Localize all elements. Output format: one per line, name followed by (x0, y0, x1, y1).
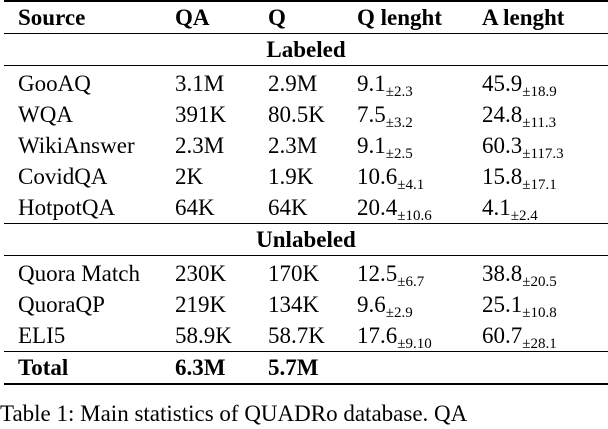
source-cell (4, 256, 161, 290)
empty-cell (468, 352, 608, 385)
a-length-cell-value: 45.9 (482, 71, 523, 96)
table-row (4, 289, 608, 320)
q-length-cell-std-dev: ±9.10 (397, 336, 432, 352)
header-q-length: Q lenght (343, 1, 468, 34)
q-length-cell-std-dev: ±2.9 (385, 305, 413, 321)
q-length-cell-std-dev: ±3.2 (385, 115, 413, 131)
q-length-cell-std-dev: ±6.7 (397, 274, 425, 290)
a-length-cell-std-dev: ±2.4 (510, 208, 538, 224)
source-cell (4, 161, 161, 192)
a-length-cell-std-dev: ±18.9 (522, 84, 557, 100)
table-caption: Table 1: Main statistics of QUADRo database. QA (0, 401, 468, 426)
q-length-cell (343, 289, 468, 320)
q-count-cell-value: 2.3M (268, 133, 318, 158)
source-cell (4, 99, 161, 130)
qa-count-cell-value: 2K (175, 164, 204, 189)
a-length-cell-std-dev: ±17.1 (522, 177, 557, 193)
q-count-cell (254, 289, 343, 320)
q-length-cell-std-dev: ±4.1 (397, 177, 425, 193)
header-q: Q (254, 1, 343, 34)
qa-count-cell (161, 161, 254, 192)
source-cell-value: HotpotQA (18, 195, 116, 220)
a-length-cell-value: 25.1 (482, 292, 523, 317)
q-count-cell (254, 66, 343, 100)
q-length-cell (343, 66, 468, 100)
a-length-cell-value: 15.8 (482, 164, 523, 189)
total-label (4, 352, 161, 385)
q-count-cell (254, 161, 343, 192)
a-length-cell-std-dev: ±117.3 (522, 146, 564, 162)
source-cell-value: ELI5 (18, 323, 66, 348)
total-label-value: Total (18, 355, 69, 380)
q-count-cell (254, 130, 343, 161)
qa-count-cell-value: 3.1M (175, 71, 225, 96)
q-length-cell (343, 99, 468, 130)
a-length-cell (468, 99, 608, 130)
source-cell (4, 130, 161, 161)
a-length-cell (468, 192, 608, 224)
q-count-cell-value: 64K (268, 195, 308, 220)
source-cell-value: WikiAnswer (18, 133, 135, 158)
q-length-cell-value: 9.6 (357, 292, 386, 317)
header-qa: QA (161, 1, 254, 34)
total-row (4, 352, 608, 385)
q-count-cell-value: 80.5K (268, 102, 325, 127)
q-length-cell-value: 10.6 (357, 164, 398, 189)
qa-count-cell-value: 230K (175, 261, 227, 286)
header-a-length: A lenght (468, 1, 608, 34)
source-cell (4, 289, 161, 320)
a-length-cell-value: 4.1 (482, 195, 511, 220)
table-row (4, 161, 608, 192)
header-source: Source (4, 1, 161, 34)
q-length-cell (343, 320, 468, 352)
a-length-cell-std-dev: ±20.5 (522, 274, 557, 290)
q-length-cell-value: 9.1 (357, 71, 386, 96)
q-length-cell (343, 161, 468, 192)
table-row (4, 320, 608, 352)
q-count-cell (254, 99, 343, 130)
section-row (4, 34, 608, 66)
qa-count-cell (161, 320, 254, 352)
qa-count-cell (161, 66, 254, 100)
qa-count-cell (161, 256, 254, 290)
qa-count-cell-value: 58.9K (175, 323, 232, 348)
q-length-cell (343, 192, 468, 224)
qa-count-cell-value: 64K (175, 195, 215, 220)
a-length-cell-value: 24.8 (482, 102, 523, 127)
q-count-cell-value: 2.9M (268, 71, 318, 96)
total-q (254, 352, 343, 385)
a-length-cell (468, 161, 608, 192)
source-cell-value: Quora Match (18, 261, 140, 286)
q-length-cell-std-dev: ±2.3 (385, 84, 413, 100)
section-row (4, 224, 608, 256)
total-qa (161, 352, 254, 385)
total-q-value: 5.7M (268, 355, 319, 380)
q-length-cell (343, 130, 468, 161)
a-length-cell-value: 60.3 (482, 133, 523, 158)
q-count-cell (254, 320, 343, 352)
qa-count-cell (161, 192, 254, 224)
source-cell-value: WQA (18, 102, 73, 127)
empty-cell (343, 352, 468, 385)
q-length-cell-value: 17.6 (357, 323, 398, 348)
source-cell-value: QuoraQP (18, 292, 105, 317)
table-row (4, 192, 608, 224)
q-count-cell-value: 170K (268, 261, 320, 286)
a-length-cell (468, 256, 608, 290)
q-length-cell-std-dev: ±10.6 (397, 208, 432, 224)
a-length-cell (468, 289, 608, 320)
table-row (4, 256, 608, 290)
qa-count-cell (161, 130, 254, 161)
q-count-cell-value: 1.9K (268, 164, 314, 189)
a-length-cell-std-dev: ±10.8 (522, 305, 557, 321)
a-length-cell (468, 130, 608, 161)
statistics-table (4, 0, 608, 385)
q-length-cell-value: 7.5 (357, 102, 386, 127)
source-cell (4, 320, 161, 352)
qa-count-cell (161, 289, 254, 320)
table-row (4, 130, 608, 161)
a-length-cell-value: 60.7 (482, 323, 523, 348)
a-length-cell (468, 66, 608, 100)
qa-count-cell-value: 219K (175, 292, 227, 317)
q-count-cell-value: 58.7K (268, 323, 325, 348)
table-row (4, 66, 608, 100)
q-length-cell (343, 256, 468, 290)
qa-count-cell-value: 391K (175, 102, 227, 127)
a-length-cell-std-dev: ±28.1 (522, 336, 557, 352)
a-length-cell (468, 320, 608, 352)
q-length-cell-value: 12.5 (357, 261, 398, 286)
q-count-cell-value: 134K (268, 292, 320, 317)
qa-count-cell (161, 99, 254, 130)
q-length-cell-std-dev: ±2.5 (385, 146, 413, 162)
q-length-cell-value: 9.1 (357, 133, 386, 158)
qa-count-cell-value: 2.3M (175, 133, 225, 158)
source-cell-value: GooAQ (18, 71, 91, 96)
q-count-cell (254, 192, 343, 224)
source-cell (4, 192, 161, 224)
source-cell-value: CovidQA (18, 164, 108, 189)
source-cell (4, 66, 161, 100)
table-row (4, 99, 608, 130)
q-length-cell-value: 20.4 (357, 195, 398, 220)
section-title: Labeled (4, 34, 608, 66)
a-length-cell-value: 38.8 (482, 261, 523, 286)
a-length-cell-std-dev: ±11.3 (522, 115, 557, 131)
total-qa-value: 6.3M (175, 355, 226, 380)
table-header-row (4, 1, 608, 34)
section-title: Unlabeled (4, 224, 608, 256)
q-count-cell (254, 256, 343, 290)
